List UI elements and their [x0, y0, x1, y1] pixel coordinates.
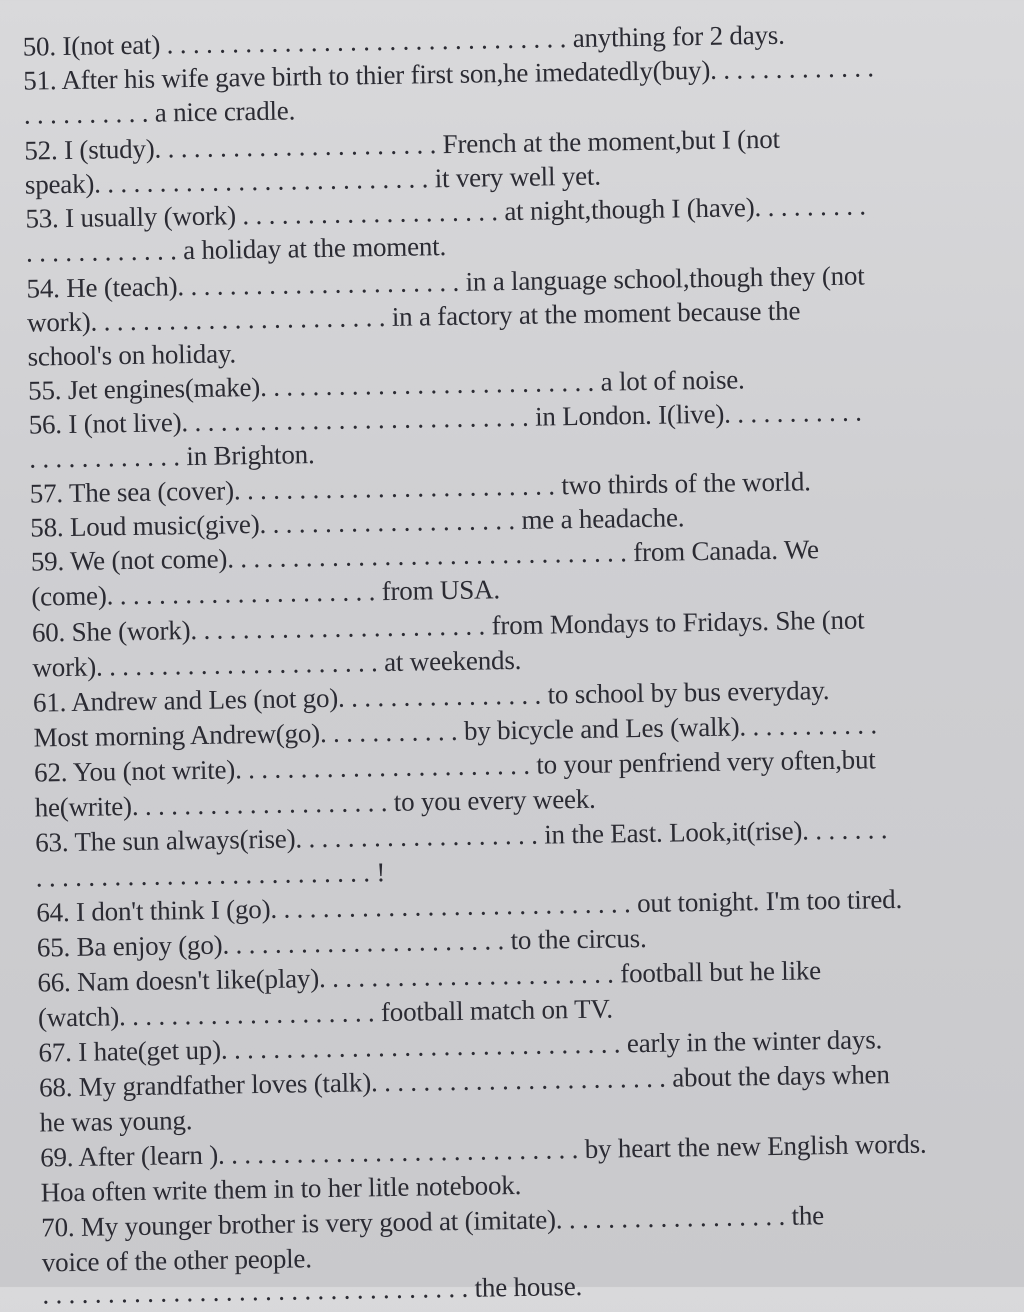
exercise-53: 53. I usually (work) . . . . . . . . . . . . . . . . . . . . at night,though I (have). . . . . . . . . [25, 190, 867, 234]
exercise-56-cont: . . . . . . . . . . . . in Brighton. [28, 439, 315, 474]
exercise-71-partial: . . . . . . . . . . . . . . . . . . . . . . . . . . . . . . . . . the house. [42, 1271, 583, 1310]
exercise-52-cont: speak). . . . . . . . . . . . . . . . . . . . . . . . . . it very well yet. [24, 160, 601, 200]
exercise-57: 57. The sea (cover). . . . . . . . . . . . . . . . . . . . . . . . . two thirds of the world. [29, 466, 811, 509]
exercise-68: 68. My grandfather loves (talk). . . . . . . . . . . . . . . . . . . . . . . about the days when [38, 1059, 890, 1103]
exercise-54: 54. He (teach). . . . . . . . . . . . . . . . . . . . . . in a language school,though they (not [26, 260, 865, 304]
exercise-61: 61. Andrew and Les (not go). . . . . . . . . . . . . . . . to school by bus everyday. [32, 675, 830, 718]
exercise-62: 62. You (not write). . . . . . . . . . . . . . . . . . . . . . . to your penfriend very often,but [33, 744, 876, 788]
exercise-50: 50. I(not eat) . . . . . . . . . . . . . . . . . . . . . . . . . . . . . . . anything for 2 days. [22, 19, 785, 62]
exercise-68-cont: he was young. [39, 1105, 193, 1138]
exercise-58: 58. Loud music(give). . . . . . . . . . . . . . . . . . . . me a headache. [30, 502, 685, 543]
exercise-60-cont: work). . . . . . . . . . . . . . . . . . . . . . at weekends. [32, 644, 522, 683]
exercise-62-cont: he(write). . . . . . . . . . . . . . . . . . . . to you every week. [34, 783, 596, 823]
exercise-60: 60. She (work). . . . . . . . . . . . . . . . . . . . . . . from Mondays to Fridays. She (not [31, 604, 865, 648]
exercise-65: 65. Ba enjoy (go). . . . . . . . . . . . . . . . . . . . . . to the circus. [36, 922, 647, 963]
exercise-66-cont: (watch). . . . . . . . . . . . . . . . . . . . football match on TV. [37, 993, 613, 1033]
exercise-53-cont: . . . . . . . . . . . . a holiday at the moment. [25, 231, 447, 268]
exercise-56: 56. I (not live). . . . . . . . . . . . . . . . . . . . . . . . . . . in London. I(live). . . . . . . . . . . [28, 396, 862, 440]
exercise-63-cont: . . . . . . . . . . . . . . . . . . . . . . . . . . ! [35, 857, 386, 893]
exercise-59-cont: (come). . . . . . . . . . . . . . . . . . . . . from USA. [31, 574, 501, 612]
exercise-69-cont: Hoa often write them in to her litle notebook. [40, 1169, 522, 1208]
exercise-63: 63. The sun always(rise). . . . . . . . . . . . . . . . . . . in the East. Look,it(rise). . . . . . . [35, 814, 888, 858]
exercise-54-cont: work). . . . . . . . . . . . . . . . . . . . . . . in a factory at the moment because the [26, 295, 801, 338]
exercise-64: 64. I don't think I (go). . . . . . . . . . . . . . . . . . . . . . . . . . . . out tonight. I'm too tired. [36, 883, 903, 928]
exercise-59: 59. We (not come). . . . . . . . . . . . . . . . . . . . . . . . . . . . . . . from Canada. We [30, 534, 819, 577]
exercise-66: 66. Nam doesn't like(play). . . . . . . . . . . . . . . . . . . . . . . football but he like [37, 955, 822, 998]
exercise-51-cont: . . . . . . . . . . a nice cradle. [23, 95, 296, 130]
exercise-70-cont: voice of the other people. [41, 1243, 312, 1278]
exercise-54-cont2: school's on holiday. [27, 338, 237, 372]
exercise-61-cont: Most morning Andrew(go). . . . . . . . . . . by bicycle and Les (walk). . . . . . . . . . . [33, 709, 878, 753]
exercise-51: 51. After his wife gave birth to thier first son,he imedatedly(buy). . . . . . . . . . . . . [23, 52, 875, 96]
exercise-52: 52. I (study). . . . . . . . . . . . . . . . . . . . . . French at the moment,but I (not [24, 123, 781, 166]
exercise-67: 67. I hate(get up). . . . . . . . . . . . . . . . . . . . . . . . . . . . . . . early in the winter days. [38, 1024, 883, 1068]
exercise-70: 70. My younger brother is very good at (imitate). . . . . . . . . . . . . . . . . . the [41, 1200, 825, 1243]
exercise-69: 69. After (learn ). . . . . . . . . . . . . . . . . . . . . . . . . . . . by heart the new English words. [39, 1128, 927, 1173]
exercise-55: 55. Jet engines(make). . . . . . . . . . . . . . . . . . . . . . . . . . a lot of noise. [27, 364, 745, 406]
